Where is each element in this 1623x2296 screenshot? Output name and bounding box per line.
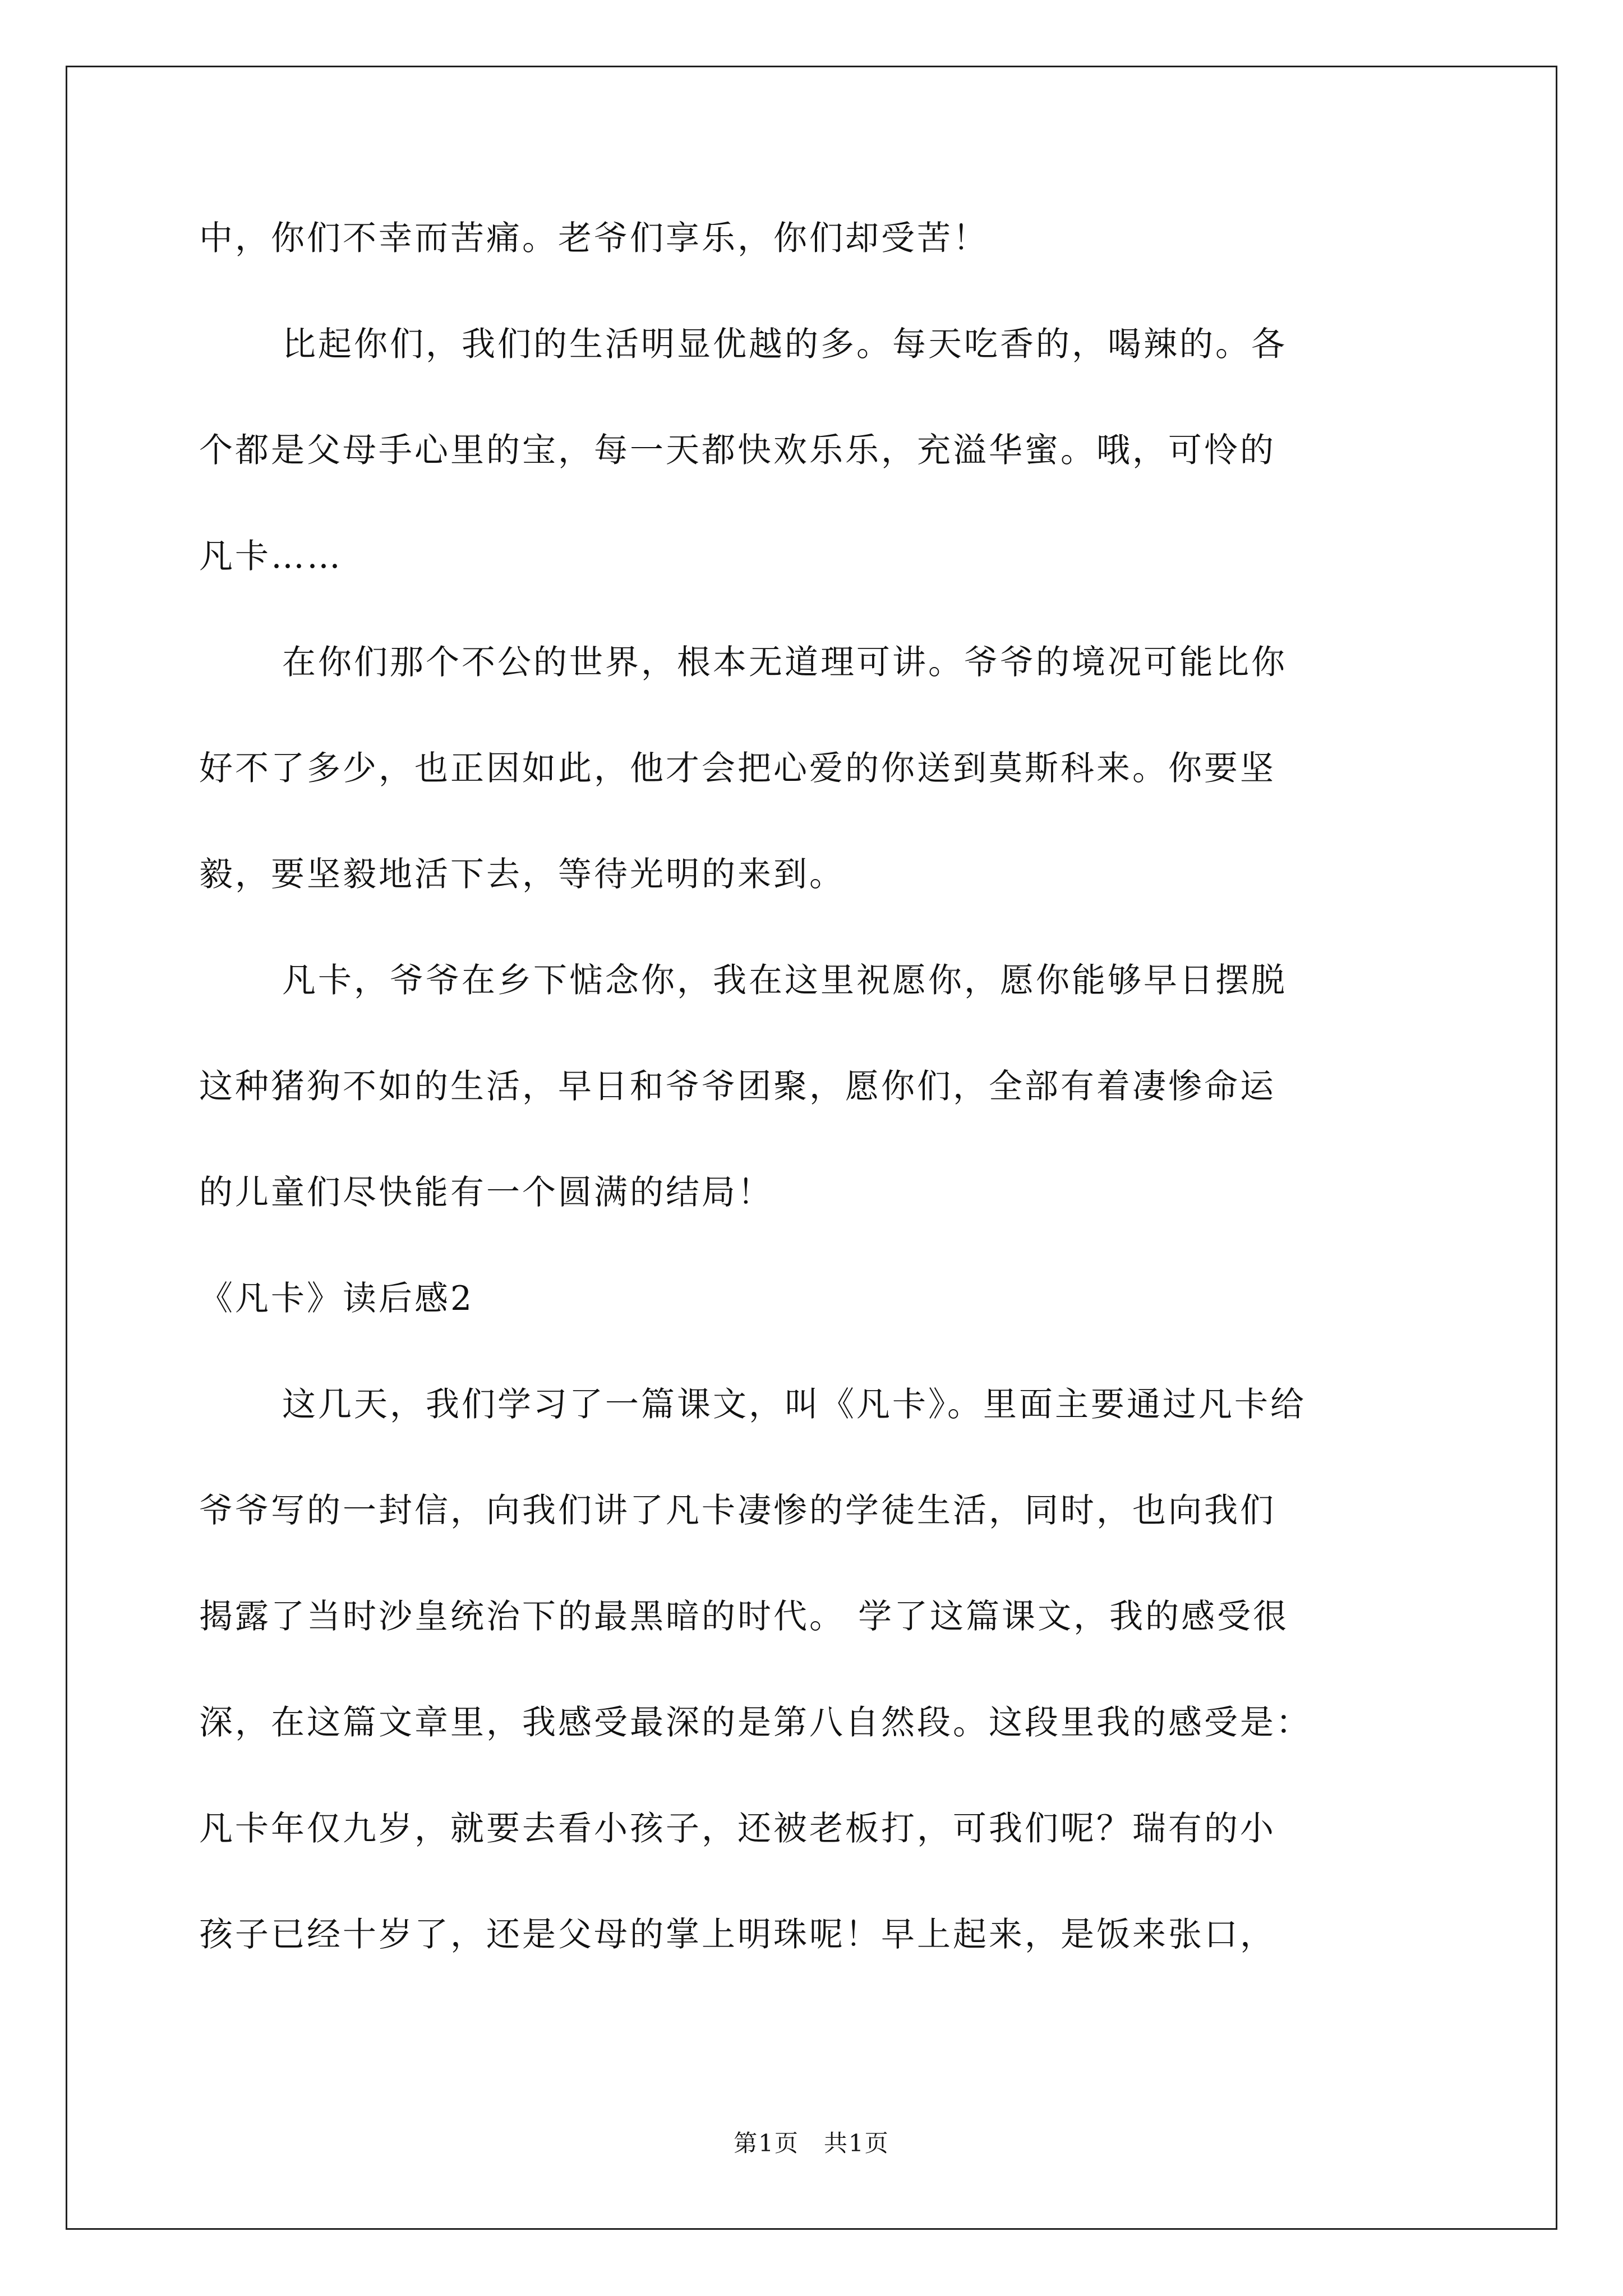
text-line: 揭露了当时沙皇统治下的最黑暗的时代。 学了这篇课文，我的感受很 bbox=[199, 1597, 1289, 1636]
section-heading: 《凡卡》读后感2 bbox=[199, 1279, 474, 1318]
text-line: 这种猪狗不如的生活，早日和爷爷团聚，愿你们，全部有着凄惨命运 bbox=[199, 1067, 1276, 1106]
text-line: 毅，要坚毅地活下去，等待光明的来到。 bbox=[199, 855, 845, 894]
text-line: 凡卡年仅九岁，就要去看小孩子，还被老板打，可我们呢？瑞有的小 bbox=[199, 1809, 1276, 1848]
text-line: 个都是父母手心里的宝，每一天都快欢乐乐，充溢华蜜。哦，可怜的 bbox=[199, 431, 1276, 470]
paragraph-start: 这几天，我们学习了一篇课文，叫《凡卡》。里面主要通过凡卡给 bbox=[282, 1385, 1306, 1424]
page-number-footer: 第1页 共1页 bbox=[734, 2129, 889, 2157]
paragraph-start: 在你们那个不公的世界，根本无道理可讲。爷爷的境况可能比你 bbox=[282, 643, 1287, 682]
text-line: 好不了多少，也正因如此，他才会把心爱的你送到莫斯科来。你要坚 bbox=[199, 749, 1276, 788]
paragraph-start: 凡卡，爷爷在乡下惦念你，我在这里祝愿你，愿你能够早日摆脱 bbox=[282, 961, 1287, 1000]
text-line: 凡卡…… bbox=[199, 537, 343, 576]
text-line: 深，在这篇文章里，我感受最深的是第八自然段。这段里我的感受是： bbox=[199, 1703, 1312, 1742]
text-line: 爷爷写的一封信，向我们讲了凡卡凄惨的学徒生活，同时，也向我们 bbox=[199, 1491, 1276, 1530]
text-line: 的儿童们尽快能有一个圆满的结局！ bbox=[199, 1173, 773, 1212]
text-line: 孩子已经十岁了，还是父母的掌上明珠呢！早上起来，是饭来张口， bbox=[199, 1915, 1276, 1954]
paragraph-start: 比起你们，我们的生活明显优越的多。每天吃香的，喝辣的。各 bbox=[282, 325, 1287, 364]
document-body bbox=[199, 219, 1433, 2024]
text-line: 中，你们不幸而苦痛。老爷们享乐，你们却受苦！ bbox=[199, 219, 989, 258]
